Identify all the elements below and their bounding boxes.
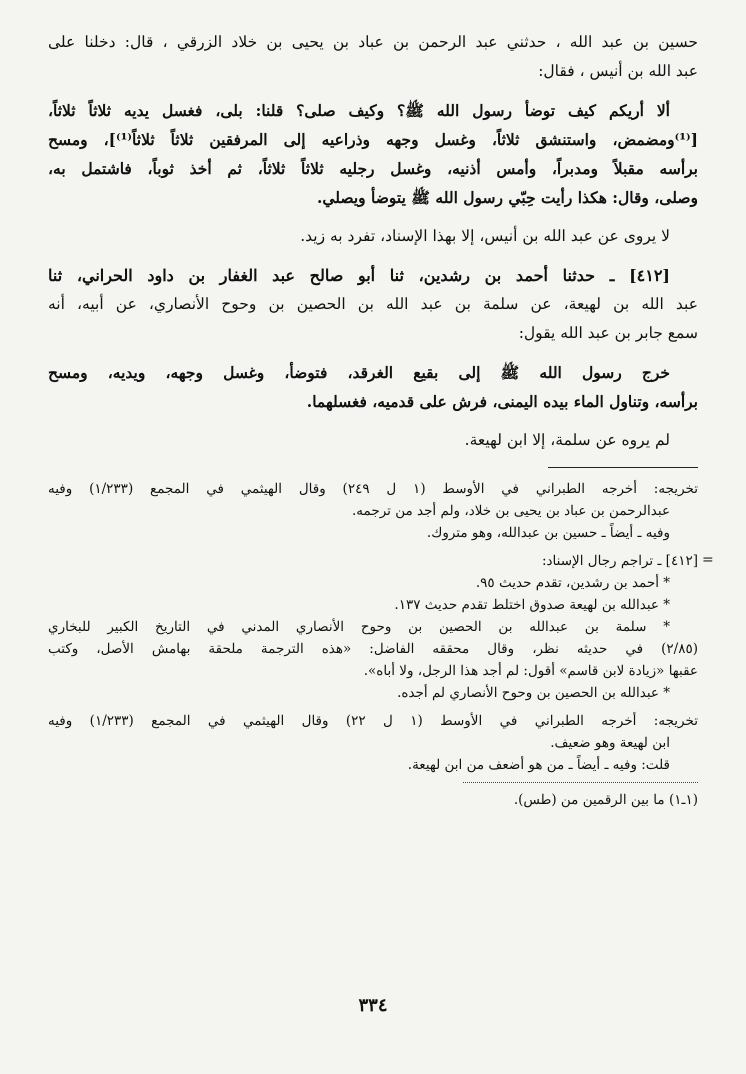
text-line: لم يروه عن سلمة، إلا ابن لهيعة.: [464, 431, 670, 449]
text-line: برأسه، وتناول الماء بيده اليمنى، فرش على قدميه، فغسلهما.: [306, 392, 698, 411]
text-line: قلت: وفيه ـ أيضاً ـ من هو أضعف من ابن لهيعة.: [407, 757, 670, 773]
rijal-item: * عبدالله بن لهيعة صدوق اختلط تقدم حديث ١٣٧.: [394, 597, 670, 613]
narration-note: [48, 426, 698, 455]
rijal-item: * سلمة بن عبدالله بن الحصين بن وحوح الأنصاري المدني في التاريخ الكبير للبخاري: [48, 619, 670, 635]
rijal-item: * عبدالله بن الحصين بن وحوح الأنصاري لم أجده.: [397, 685, 670, 701]
footnote-separator: [548, 467, 698, 468]
dotted-separator: [463, 782, 698, 783]
text-line: وفيه ـ أيضاً ـ حسين بن عبدالله، وهو متروك.: [426, 525, 670, 541]
document-page: [48, 28, 698, 811]
text-line: وصلى، وقال: هكذا رأيت حِبّي رسول الله ﷺ يتوضأ ويصلي.: [316, 188, 698, 207]
text-line: خرج رسول الله ﷺ إلى بقيع الغرقد، فتوضأ، وغسل وجهه، ويديه، ومسح: [48, 363, 670, 382]
rijal-header: [٤١٢] ـ تراجم رجال الإسناد:: [541, 553, 698, 569]
rijal-item-continued: (٢/٨٥) في حديثه نظر، وقال محققه الفاضل: «هذه الترجمة ملحقة بهامش الأصل، وكتب: [48, 641, 698, 657]
hadith-text: [48, 96, 698, 212]
rijal-section: [48, 550, 698, 704]
margin-mark: =: [702, 552, 714, 568]
takhrij-note: [48, 478, 698, 544]
page-number: ٣٣٤: [358, 995, 388, 1016]
rijal-item-continued: عقبها «زيادة لابن قاسم» أقول: لم أجد هذا الرجل، ولا أباه».: [363, 663, 698, 679]
footnotes: [48, 478, 698, 811]
range-note: (١ـ١) ما بين الرقمين من (طس).: [513, 792, 698, 808]
text-line: [٤١٢] ـ حدثنا أحمد بن رشدين، ثنا أبو صالح عبد الغفار بن داود الحراني، ثنا: [48, 266, 670, 285]
rijal-item: * أحمد بن رشدين، تقدم حديث ٩٥.: [475, 575, 670, 591]
hadith-text: [48, 358, 698, 416]
takhrij-note: [48, 710, 698, 776]
hadith-chain: [48, 261, 698, 348]
intro-paragraph: [48, 28, 698, 86]
text-line: سمع جابر بن عبد الله يقول:: [518, 324, 698, 342]
text-line: [⁽¹⁾ومضمض، واستنشق ثلاثاً، وغسل وجهه وذراعيه إلى المرفقين ثلاثاً ثلاثاً⁽¹⁾]، ومسح: [48, 130, 698, 149]
text-line: تخريجه: أخرجه الطبراني في الأوسط (١ ل ٢٤٩) وقال الهيثمي في المجمع (١/٢٣٣) وفيه: [48, 481, 698, 497]
text-line: لا يروى عن عبد الله بن أنيس، إلا بهذا الإسناد، تفرد به زيد.: [300, 227, 670, 245]
text-line: برأسه مقبلاً ومدبراً، وأمس أذنيه، وغسل رجليه ثلاثاً ثلاثاً، ثم أخذ ثوباً، فاشتمل به،: [48, 159, 698, 178]
text-line: حسين بن عبد الله ، حدثني عبد الرحمن بن عباد بن يحيى بن خلاد الزرقي ، قال: دخلنا على: [48, 33, 698, 51]
text-line: عبد الله بن أنيس ، فقال:: [538, 62, 698, 80]
text-line: عبد الله بن لهيعة، عن سلمة بن عبد الله بن الحصين بن وحوح الأنصاري، عن أبيه، أنه: [48, 295, 698, 313]
text-line: تخريجه: أخرجه الطبراني في الأوسط (١ ل ٢٢) وقال الهيثمي في المجمع (١/٢٣٣) وفيه: [48, 713, 698, 729]
text-line: عبدالرحمن بن عباد بن يحيى بن خلاد، ولم أجد من ترجمه.: [352, 503, 670, 519]
text-line: ألا أريكم كيف توضأ رسول الله ﷺ؟ وكيف صلى؟ قلنا: بلى، فغسل يديه ثلاثاً ثلاثاً،: [48, 101, 670, 120]
narration-note: [48, 222, 698, 251]
text-line: ابن لهيعة وهو ضعيف.: [550, 735, 670, 751]
